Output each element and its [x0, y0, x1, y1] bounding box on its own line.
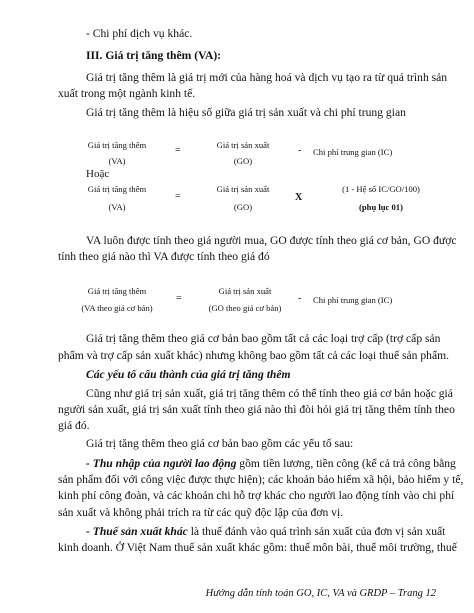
text-line: sản xuất và không phải trích ra từ các quỹ độc lập của đơn vị.: [58, 506, 344, 519]
formula2-equals-sign: =: [175, 191, 181, 202]
term-description: là thuế đánh vào quá trình sản xuất của đơn vị sản xuất: [187, 525, 446, 538]
subsection-heading: Các yếu tố cấu thành của giá trị tăng thêm: [86, 368, 291, 381]
formula2-times-sign: X: [295, 192, 303, 203]
formula3-lhs-top: Giá trị tăng thêm: [87, 286, 147, 296]
formula3-mid-bottom: (GO theo giá cơ bản): [208, 303, 282, 313]
formula3-mid-top: Giá trị sản xuất: [218, 286, 272, 296]
text-line: giá đó.: [58, 419, 90, 432]
text-line: tính theo giá nào thì VA được tính theo giá đó: [58, 250, 270, 263]
text-line: VA luôn được tính theo giá người mua, GO được tính theo giá cơ bản, GO được: [86, 234, 457, 247]
formula3-minus-sign: -: [298, 293, 302, 304]
formula2-lhs-top: Giá trị tăng thêm: [87, 184, 147, 194]
formula3-lhs-bottom: (VA theo giá cơ bản): [81, 303, 153, 313]
formula3-rhs: Chi phí trung gian (IC): [313, 295, 393, 305]
formula2-mid-bottom: (GO): [233, 202, 253, 212]
term-employee-compensation: - Thu nhập của người lao động: [86, 457, 237, 470]
formula1-minus-sign: -: [298, 145, 302, 156]
formula2-rhs-bottom: (phụ lục 01): [359, 202, 403, 212]
formula3-equals-sign: =: [176, 293, 182, 304]
formula1-rhs: Chi phí trung gian (IC): [313, 147, 393, 157]
formula1-lhs-top: Giá trị tăng thêm: [87, 140, 147, 150]
page-footer: Hướng dẫn tính toán GO, IC, VA và GRDP – Trang 12: [205, 588, 436, 599]
or-label: Hoặc: [86, 168, 110, 180]
formula2-rhs-top: (1 - Hệ số IC/GO/100): [342, 184, 420, 194]
text-line: phẩm và trợ cấp sản xuất khác) nhưng không bao gồm tất cả các loại thuế sản phẩm.: [58, 349, 450, 362]
text-line: sản phẩm đối với công việc được thực hiện); các khoản bảo hiểm xã hội, bảo hiểm y tế,: [58, 473, 464, 486]
formula1-equals-sign: =: [175, 145, 181, 156]
text-line: Cũng như giá trị sản xuất, giá trị tăng thêm có thể tính theo giá cơ bản hoặc giá: [86, 387, 453, 400]
text-line: - Chi phí dịch vụ khác.: [86, 27, 193, 40]
text-line: kinh phí công đoàn, và các khoản chi hỗ trợ khác cho người lao động tính vào chi phí: [58, 489, 455, 502]
text-line: [86, 524, 446, 539]
text-line: người sản xuất, giá trị sản xuất tính theo giá nào thì đòi hỏi giá trị tăng thêm tính theo: [58, 403, 455, 416]
text-line: xuất trong một ngành kinh tế.: [58, 87, 196, 100]
term-other-production-tax: - Thuế sản xuất khác: [86, 525, 188, 538]
text-line: Giá trị tăng thêm theo giá cơ bản bao gồm tất cả các loại trợ cấp (trợ cấp sản: [86, 332, 441, 345]
term-description: gồm tiền lương, tiền công (kể cả trả công bằng: [236, 457, 456, 470]
text-line: kinh doanh. Ở Việt Nam thuế sản xuất khác gồm: thuế môn bài, thuế môi trường, thuế: [58, 541, 457, 554]
text-line: Giá trị tăng thêm là giá trị mới của hàng hoá và dịch vụ tạo ra từ quá trình sản: [86, 71, 448, 84]
formula1-lhs-bottom: (VA): [108, 156, 126, 166]
text-line: Giá trị tăng thêm là hiệu số giữa giá trị sản xuất và chi phí trung gian: [86, 106, 406, 119]
formula1-mid-top: Giá trị sản xuất: [216, 140, 270, 150]
formula1-mid-bottom: (GO): [233, 156, 253, 166]
formula2-mid-top: Giá trị sản xuất: [216, 184, 270, 194]
text-line: Giá trị tăng thêm theo giá cơ bản bao gồm các yếu tố sau:: [86, 437, 354, 450]
formula2-lhs-bottom: (VA): [108, 202, 126, 212]
text-line: [86, 456, 456, 471]
section-heading: III. Giá trị tăng thêm (VA):: [86, 49, 222, 62]
